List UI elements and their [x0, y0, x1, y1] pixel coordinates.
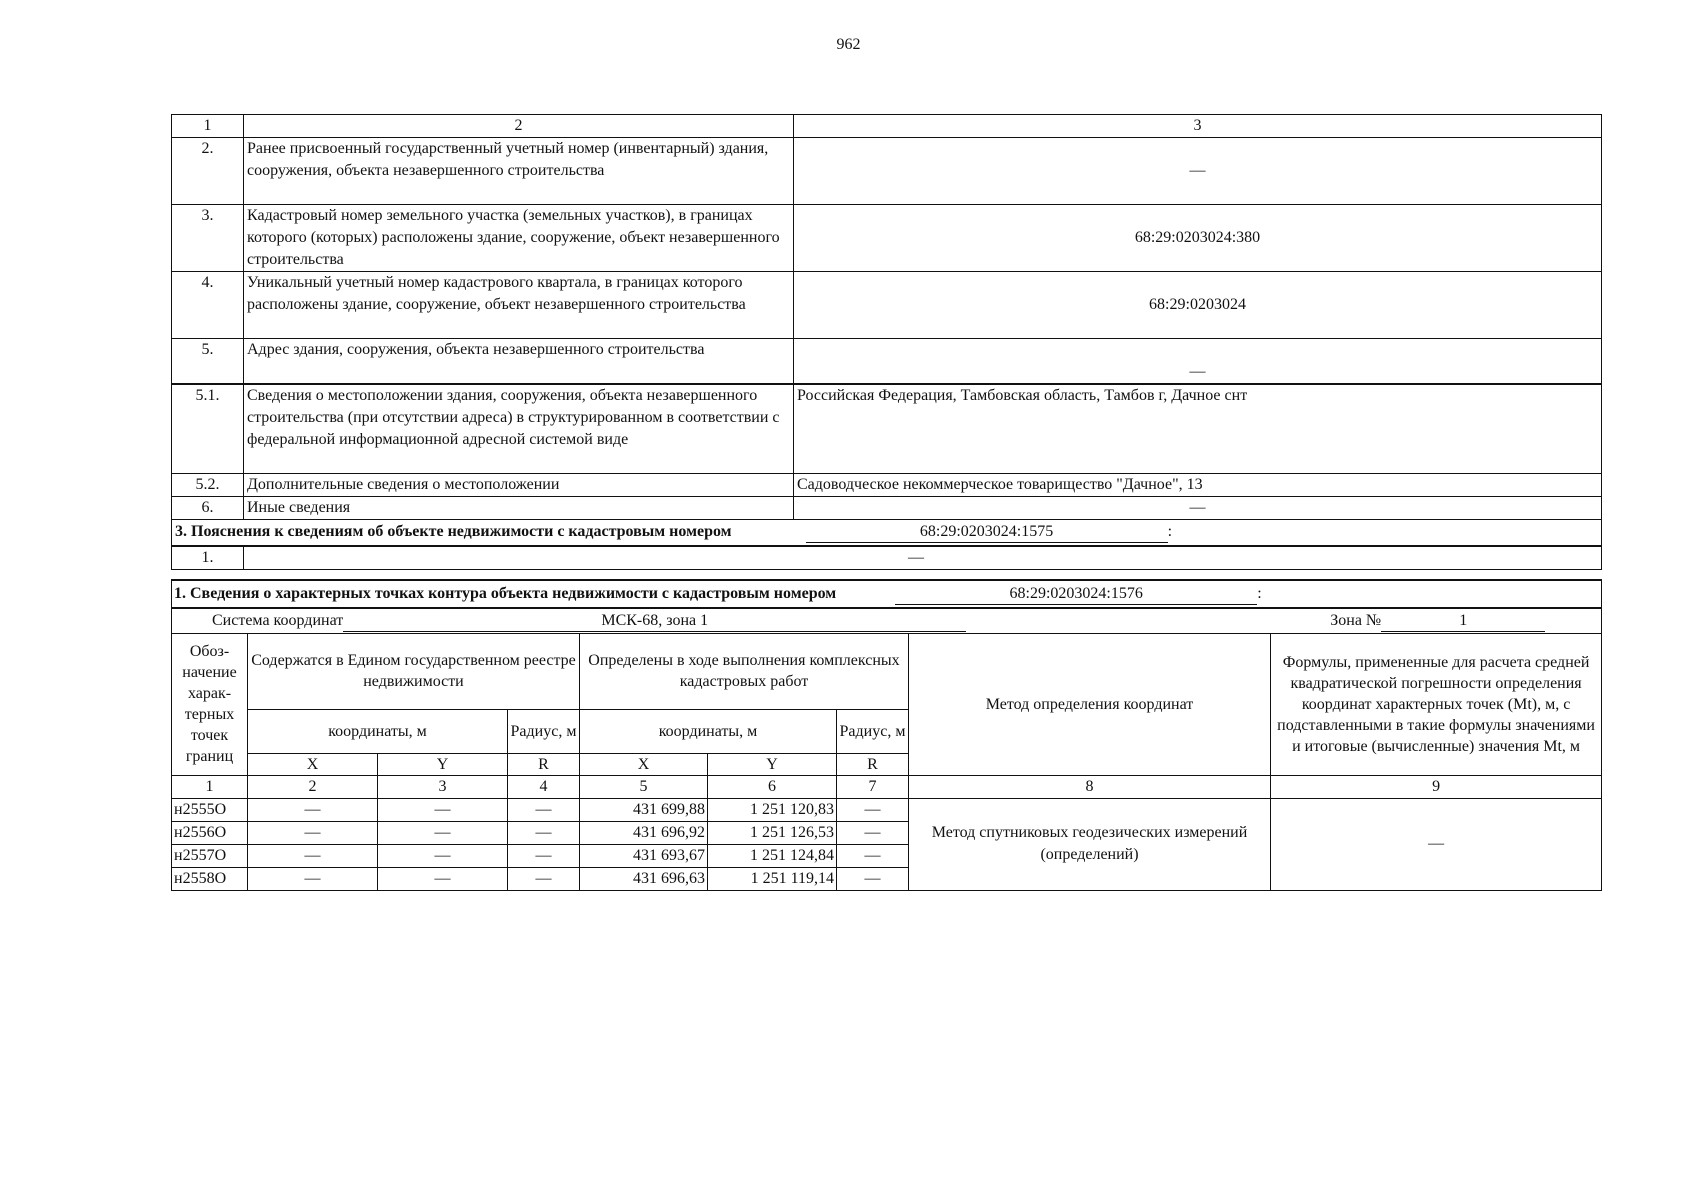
- egrn-x: —: [248, 798, 378, 821]
- header-point-designation: Обоз-начение харак-терных точек границ: [172, 633, 248, 775]
- row-value: Российская Федерация, Тамбовская область, Тамбов г, Дачное снт: [794, 384, 1602, 474]
- section-3-heading-row: [172, 520, 1602, 546]
- table-row: [172, 138, 1602, 205]
- egrn-y: —: [378, 844, 508, 867]
- header-radius-egrn: Радиус, м: [508, 709, 580, 753]
- point-name: н2556О: [172, 821, 248, 844]
- egrn-r: —: [508, 867, 580, 890]
- row-number: 5.: [172, 339, 244, 384]
- point-name: н2558О: [172, 867, 248, 890]
- col-number: 5: [580, 775, 708, 798]
- kkr-y: 1 251 120,83: [708, 798, 837, 821]
- table-row: [172, 339, 1602, 384]
- header-formulas: Формулы, примененные для расчета средней квадратической погрешности определения координат характерных точек (Mt), м, с подставленными в такие формулы значениями и итоговые (вычисленные) значения Mt, м: [1271, 633, 1602, 775]
- section-1-heading: [172, 580, 1602, 608]
- col-number: 1: [172, 775, 248, 798]
- row-value: —: [794, 497, 1602, 520]
- row-label: Дополнительные сведения о местоположении: [244, 474, 794, 497]
- page-number: 962: [836, 36, 861, 53]
- col-number: 1: [172, 115, 244, 138]
- egrn-r: —: [508, 844, 580, 867]
- header-radius-kkr: Радиус, м: [837, 709, 909, 753]
- col-number: 8: [909, 775, 1271, 798]
- kkr-r: —: [837, 821, 909, 844]
- header-x: X: [580, 753, 708, 775]
- egrn-x: —: [248, 821, 378, 844]
- table-row: [172, 272, 1602, 339]
- formula-value: —: [1271, 798, 1602, 890]
- section-1-cadastral-number: 68:29:0203024:1576: [895, 584, 1257, 605]
- section-1-heading-row: [172, 580, 1602, 608]
- row-value: —: [244, 546, 1602, 570]
- kkr-r: —: [837, 844, 909, 867]
- table-row: [172, 384, 1602, 474]
- row-number: 5.2.: [172, 474, 244, 497]
- section-1-title: 1. Сведения о характерных точках контура объекта недвижимости с кадастровым номером: [174, 585, 837, 602]
- coord-system-label: Система координат: [212, 611, 344, 629]
- header-x: X: [248, 753, 378, 775]
- table-row: [172, 497, 1602, 520]
- point-name: н2557О: [172, 844, 248, 867]
- section-3-cadastral-number: 68:29:0203024:1575: [806, 522, 1168, 543]
- kkr-r: —: [837, 867, 909, 890]
- coord-system-row: [172, 608, 1602, 633]
- row-number: 5.1.: [172, 384, 244, 474]
- coord-system-value: МСК-68, зона 1: [343, 611, 966, 632]
- col-number: 3: [794, 115, 1602, 138]
- col-number: 2: [244, 115, 794, 138]
- col-number: 2: [248, 775, 378, 798]
- kkr-y: 1 251 126,53: [708, 821, 837, 844]
- column-number-row: [172, 115, 1602, 138]
- table-row: [172, 474, 1602, 497]
- row-number: 3.: [172, 205, 244, 272]
- zone-label: Зона №: [1330, 611, 1382, 629]
- kkr-r: —: [837, 798, 909, 821]
- row-value: Садоводческое некоммерческое товарищество "Дачное", 13: [794, 474, 1602, 497]
- table-row: [172, 546, 1602, 570]
- row-label: Иные сведения: [244, 497, 794, 520]
- row-label: Кадастровый номер земельного участка (земельных участков), в границах которого (которых) расположены здание, сооружение, объект незавершенного строительства: [244, 205, 794, 272]
- kkr-y: 1 251 124,84: [708, 844, 837, 867]
- row-number: 2.: [172, 138, 244, 205]
- egrn-r: —: [508, 798, 580, 821]
- row-number: 4.: [172, 272, 244, 339]
- egrn-y: —: [378, 867, 508, 890]
- col-number: 4: [508, 775, 580, 798]
- col-number: 9: [1271, 775, 1602, 798]
- egrn-x: —: [248, 844, 378, 867]
- row-value: —: [794, 339, 1602, 384]
- header-r: R: [837, 753, 909, 775]
- row-value: 68:29:0203024:380: [794, 205, 1602, 272]
- egrn-y: —: [378, 798, 508, 821]
- row-label: Уникальный учетный номер кадастрового квартала, в границах которого расположены здание, сооружение, объект незавершенного строительства: [244, 272, 794, 339]
- row-value: 68:29:0203024: [794, 272, 1602, 339]
- section-3-colon: :: [1167, 523, 1173, 541]
- table-row: [172, 205, 1602, 272]
- characteristic-points-table: [171, 579, 1602, 891]
- egrn-r: —: [508, 821, 580, 844]
- section-3-title: 3. Пояснения к сведениям об объекте недвижимости с кадастровым номером: [175, 523, 732, 541]
- row-label: Адрес здания, сооружения, объекта незавершенного строительства: [244, 339, 794, 384]
- row-number: 1.: [172, 546, 244, 570]
- header-egrn: Содержатся в Едином государственном реестре недвижимости: [248, 633, 580, 709]
- egrn-x: —: [248, 867, 378, 890]
- header-method: Метод определения координат: [909, 633, 1271, 775]
- header-kkr: Определены в ходе выполнения комплексных кадастровых работ: [580, 633, 909, 709]
- kkr-x: 431 696,92: [580, 821, 708, 844]
- point-name: н2555О: [172, 798, 248, 821]
- table-row: [172, 798, 1602, 821]
- header-coords-kkr: координаты, м: [580, 709, 837, 753]
- row-label: Ранее присвоенный государственный учетный номер (инвентарный) здания, сооружения, объекта незавершенного строительства: [244, 138, 794, 205]
- coord-system-cell: [172, 608, 1602, 633]
- column-number-row: [172, 775, 1602, 798]
- col-number: 3: [378, 775, 508, 798]
- kkr-x: 431 696,63: [580, 867, 708, 890]
- kkr-x: 431 699,88: [580, 798, 708, 821]
- kkr-x: 431 693,67: [580, 844, 708, 867]
- header-row-1: [172, 633, 1602, 709]
- col-number: 6: [708, 775, 837, 798]
- row-value: —: [794, 138, 1602, 205]
- zone-value: 1: [1381, 611, 1545, 632]
- egrn-y: —: [378, 821, 508, 844]
- header-r: R: [508, 753, 580, 775]
- header-y: Y: [378, 753, 508, 775]
- row-label: Сведения о местоположении здания, сооружения, объекта незавершенного строительства (при отсутствии адреса) в структурированном в соответствии с федеральной информационной адресной системой виде: [244, 384, 794, 474]
- section-3-heading: [172, 520, 1602, 546]
- kkr-y: 1 251 119,14: [708, 867, 837, 890]
- section-1-colon: :: [1257, 585, 1262, 602]
- row-number: 6.: [172, 497, 244, 520]
- header-y: Y: [708, 753, 837, 775]
- method-value: Метод спутниковых геодезических измерений (определений): [909, 798, 1271, 890]
- object-details-table: [171, 114, 1602, 570]
- col-number: 7: [837, 775, 909, 798]
- header-coords-egrn: координаты, м: [248, 709, 508, 753]
